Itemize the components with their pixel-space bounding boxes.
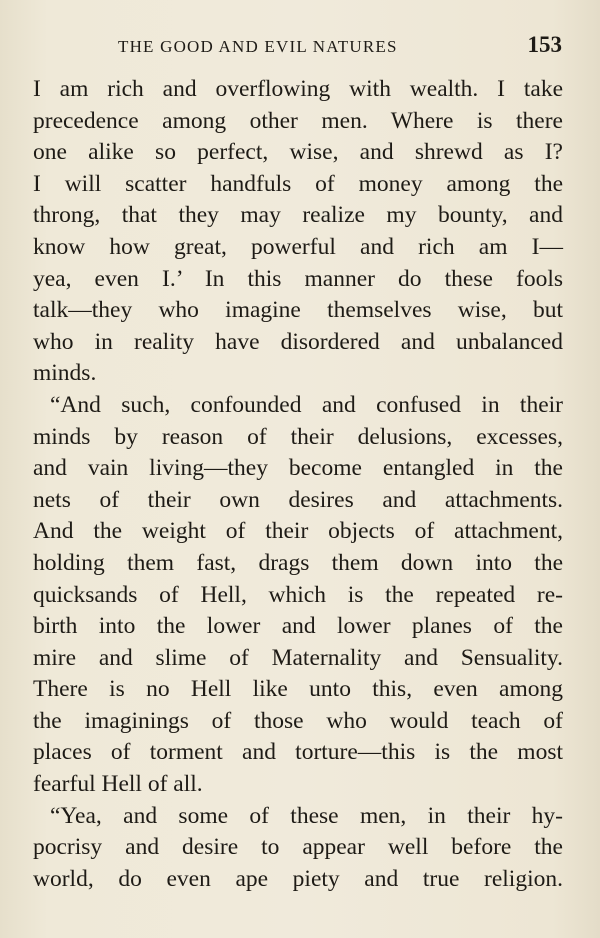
page-number: 153: [527, 32, 562, 57]
text-line: minds.: [33, 360, 97, 387]
paragraph-2: [33, 390, 563, 801]
running-head: [0, 34, 600, 62]
text-line: and vain living—they become entangled in the: [33, 455, 563, 482]
text-line: mire and slime of Maternality and Sensuality.: [33, 644, 563, 671]
text-line: fearful Hell of all.: [33, 771, 203, 798]
text-line: places of torment and torture—this is the most: [33, 739, 563, 766]
text-line: holding them fast, drags them down into the: [33, 549, 563, 576]
text-line: know how great, powerful and rich am I—: [33, 233, 563, 260]
text-line: world, do even ape piety and true religion.: [33, 865, 563, 892]
text-line: talk—they who imagine themselves wise, but: [33, 297, 563, 324]
text-line: throng, that they may realize my bounty, and: [33, 202, 563, 229]
text-line: yea, even I.’ In this manner do these fools: [33, 265, 563, 292]
text-line: one alike so perfect, wise, and shrewd as I?: [33, 139, 563, 166]
text-line: the imaginings of those who would teach of: [33, 707, 563, 734]
paragraph-3: [33, 801, 563, 896]
text-line: I am rich and overflowing with wealth. I take: [33, 76, 563, 102]
text-line: And the weight of their objects of attachment,: [33, 518, 563, 545]
text-line: who in reality have disordered and unbalanced: [33, 328, 563, 355]
text-line: “Yea, and some of these men, in their hy-: [50, 802, 563, 829]
text-line: “And such, confounded and confused in their: [50, 391, 563, 418]
body-text: [33, 74, 563, 895]
running-title: THE GOOD AND EVIL NATURES: [118, 37, 398, 56]
text-line: precedence among other men. Where is there: [33, 107, 563, 134]
text-line: pocrisy and desire to appear well before the: [33, 834, 563, 861]
text-line: I will scatter handfuls of money among the: [33, 170, 563, 197]
text-line: birth into the lower and lower planes of the: [33, 613, 563, 640]
text-line: There is no Hell like unto this, even among: [33, 676, 563, 703]
text-line: quicksands of Hell, which is the repeated re-: [33, 581, 563, 608]
text-line: minds by reason of their delusions, excesses,: [33, 423, 563, 450]
text-line: nets of their own desires and attachments.: [33, 486, 563, 513]
paragraph-1: [33, 74, 563, 390]
